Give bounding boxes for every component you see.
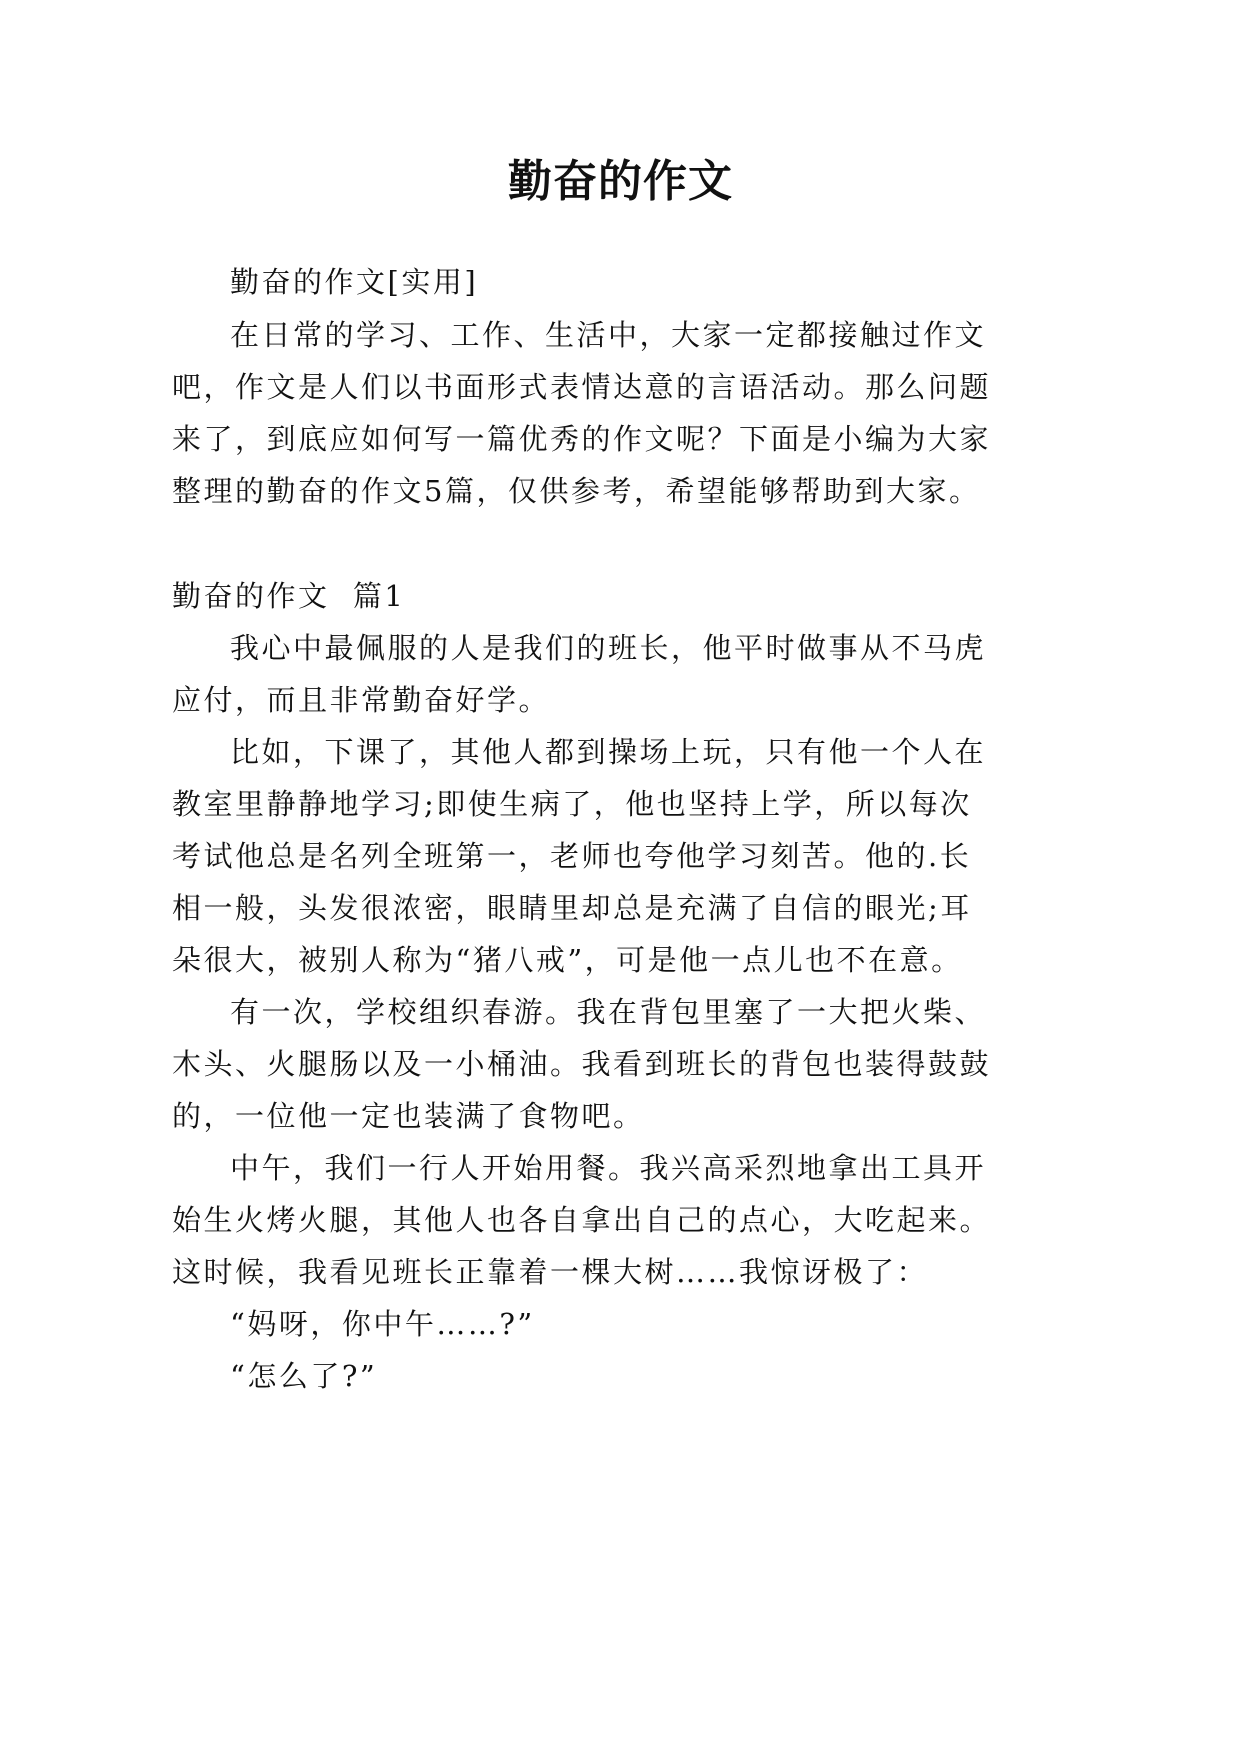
body-line: 木头、火腿肠以及一小桶油。我看到班长的背包也装得鼓鼓	[172, 1047, 992, 1081]
body-line: 始生火烤火腿，其他人也各自拿出自己的点心，大吃起来。	[172, 1203, 992, 1237]
body-line: 有一次，学校组织春游。我在背包里塞了一大把火柴、	[230, 995, 987, 1029]
intro-line: 在日常的学习、工作、生活中，大家一定都接触过作文	[230, 318, 987, 352]
body-line: 我心中最佩服的人是我们的班长，他平时做事从不马虎	[230, 631, 987, 665]
body-line: 比如，下课了，其他人都到操场上玩，只有他一个人在	[230, 735, 987, 769]
document-title: 勤奋的作文	[508, 156, 733, 207]
body-line: “妈呀，你中午……?”	[230, 1307, 535, 1341]
body-line: 相一般，头发很浓密，眼睛里却总是充满了自信的眼光;耳	[172, 891, 972, 925]
body-line: 这时候，我看见班长正靠着一棵大树……我惊讶极了：	[172, 1255, 929, 1289]
intro-line: 勤奋的作文[实用]	[230, 265, 479, 299]
body-line: 的，一位他一定也装满了食物吧。	[172, 1099, 645, 1133]
section-heading: 勤奋的作文 篇1	[172, 579, 406, 613]
intro-line: 来了，到底应如何写一篇优秀的作文呢？下面是小编为大家	[172, 422, 992, 456]
body-line: 朵很大，被别人称为“猪八戒”，可是他一点儿也不在意。	[172, 943, 963, 977]
body-line: 教室里静静地学习;即使生病了，他也坚持上学，所以每次	[172, 787, 972, 821]
body-line: 应付，而且非常勤奋好学。	[172, 683, 551, 717]
body-line: 考试他总是名列全班第一，老师也夸他学习刻苦。他的.长	[172, 839, 972, 873]
intro-line: 吧，作文是人们以书面形式表情达意的言语活动。那么问题	[172, 370, 992, 404]
intro-line: 整理的勤奋的作文5篇，仅供参考，希望能够帮助到大家。	[172, 474, 981, 508]
body-line: 中午，我们一行人开始用餐。我兴高采烈地拿出工具开	[230, 1151, 987, 1185]
body-line: “怎么了?”	[230, 1359, 378, 1393]
